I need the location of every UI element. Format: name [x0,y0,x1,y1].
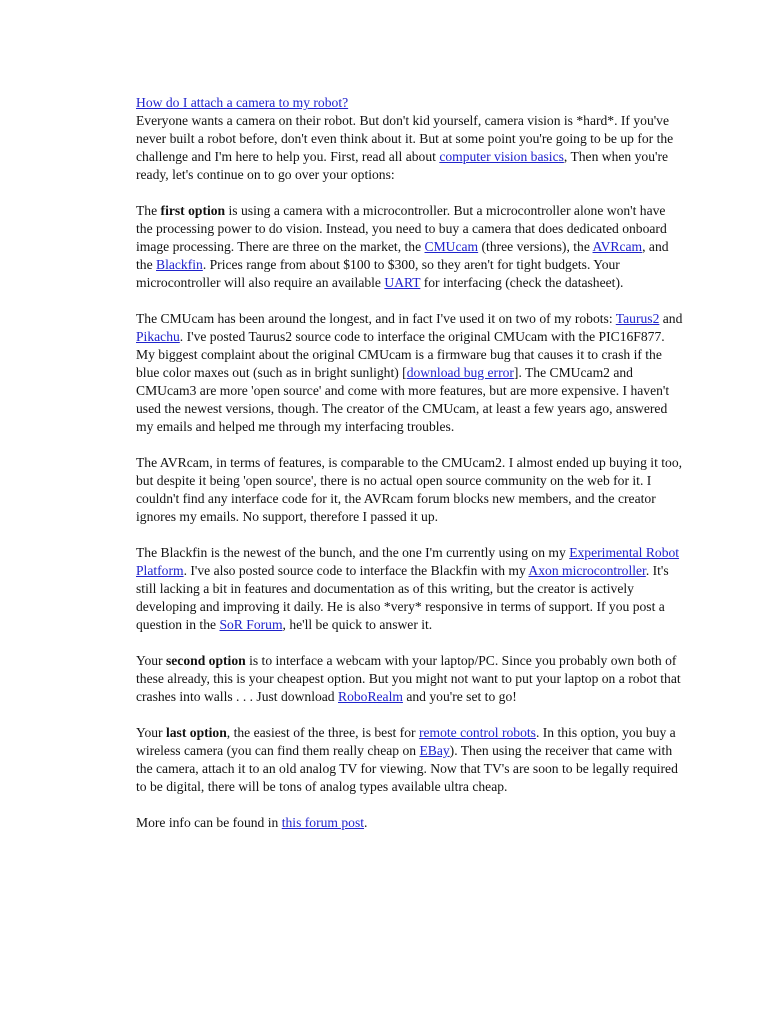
body-text: Everyone wants a camera on their robot. But don't kid yourself, camera vision is *hard*. If you've never built a robot before, don't even think about it. But at some point you're going to be up for the challenge and I'm here to help you. First, read all about [136,113,674,164]
body-text: , Then when you're ready, let's continue on to go over your options: [136,149,669,182]
body-text: The CMUcam has been around the longest, and in fact I've used it on two of my robots: [136,311,616,326]
last-option-paragraph [136,724,684,796]
avrcam-paragraph [136,454,684,526]
body-text: The Blackfin is the newest of the bunch, and the one I'm currently using on my [136,545,570,560]
body-text: (three versions), the [478,239,593,254]
computer-vision-basics-link[interactable]: computer vision basics [439,149,564,164]
body-text: . I've also posted source code to interface the Blackfin with my [183,563,529,578]
body-text: and you're set to go! [402,689,517,704]
body-text: ]. The CMUcam2 and CMUcam3 are more 'open source' and come with more features, but are more expensive. I haven't used the newest versions, though. The creator of the CMUcam, at least a few years ago, answered my emails and helped me through my interfacing troubles. [136,365,670,434]
ebay-link[interactable]: EBay [419,743,450,758]
bold-text: second option [165,653,246,668]
uart-link[interactable]: UART [384,275,421,290]
body-text: , he'll be quick to answer it. [282,617,433,632]
body-text: Your [136,653,166,668]
more-info-paragraph [136,814,684,832]
axon-microcontroller-link[interactable]: Axon microcontroller [528,563,646,578]
body-text: . [364,815,368,830]
bold-text: first option [160,203,226,218]
article-body [136,94,684,832]
body-text: is to interface a webcam with your laptop/PC. Since you probably own both of these already, this is your cheapest option. But you might not want to put your laptop on a robot that crashes into walls . . . Just download [136,653,681,704]
body-text: is using a camera with a microcontroller. But a microcontroller alone won't have the processing power to do vision. Instead, you need to buy a camera that does dedicated onboard image processing. There are three on the market, the [136,203,667,254]
body-text: , the easiest of the three, is best for [226,725,419,740]
body-text: The [136,203,161,218]
body-text: More info can be found in [136,815,282,830]
second-option-paragraph [136,652,684,706]
body-text: and [659,311,683,326]
body-text: . I've posted Taurus2 source code to interface the original CMUcam with the PIC16F877. My biggest complaint about the original CMUcam is a firmware bug that causes it to crash if the blue color maxes out (such as in bright sunlight) [ [136,329,665,380]
avrcam-link[interactable]: AVRcam [592,239,643,254]
taurus2-link[interactable]: Taurus2 [615,311,660,326]
pikachu-link[interactable]: Pikachu [136,329,180,344]
first-option-paragraph [136,202,684,292]
bold-text: last option [165,725,227,740]
experimental-robot-platform-link[interactable]: Experimental Robot Platform [136,545,680,578]
cmucam-link[interactable]: CMUcam [424,239,479,254]
blackfin-paragraph [136,544,684,634]
body-text: . In this option, you buy a wireless camera (you can find them really cheap on [136,725,676,758]
forum-post-link[interactable]: this forum post [281,815,365,830]
blackfin-link[interactable]: Blackfin [156,257,203,272]
title-link[interactable]: How do I attach a camera to my robot? [136,95,349,110]
download-bug-error-link[interactable]: download bug error [406,365,514,380]
remote-control-robots-link[interactable]: remote control robots [418,725,536,740]
roborealm-link[interactable]: RoboRealm [338,689,403,704]
body-text: , and the [136,239,669,272]
body-text: Your [136,725,166,740]
intro-paragraph [136,94,684,184]
sor-forum-link[interactable]: SoR Forum [219,617,283,632]
body-text: . Prices range from about $100 to $300, so they aren't for tight budgets. Your microcontroller will also require an available [136,257,620,290]
cmucam-paragraph [136,310,684,436]
body-text: The AVRcam, in terms of features, is comparable to the CMUcam2. I almost ended up buying it too, but despite it being 'open source', there is no actual open source community on the web for it. I couldn't find any interface code for it, the AVRcam forum blocks new members, and the creator ignores my emails. No support, therefore I passed it up. [136,455,683,524]
body-text: . It's still lacking a bit in features and documentation as of this writing, but the creator is actively developing and improving it daily. He is also *very* responsive in terms of support. If you post a question in the [136,563,669,632]
body-text: ). Then using the receiver that came with the camera, attach it to an old analog TV for viewing. Now that TV's are soon to be legally required to be digital, there will be tons of analog types available ultra cheap. [136,743,678,794]
body-text: for interfacing (check the datasheet). [420,275,624,290]
